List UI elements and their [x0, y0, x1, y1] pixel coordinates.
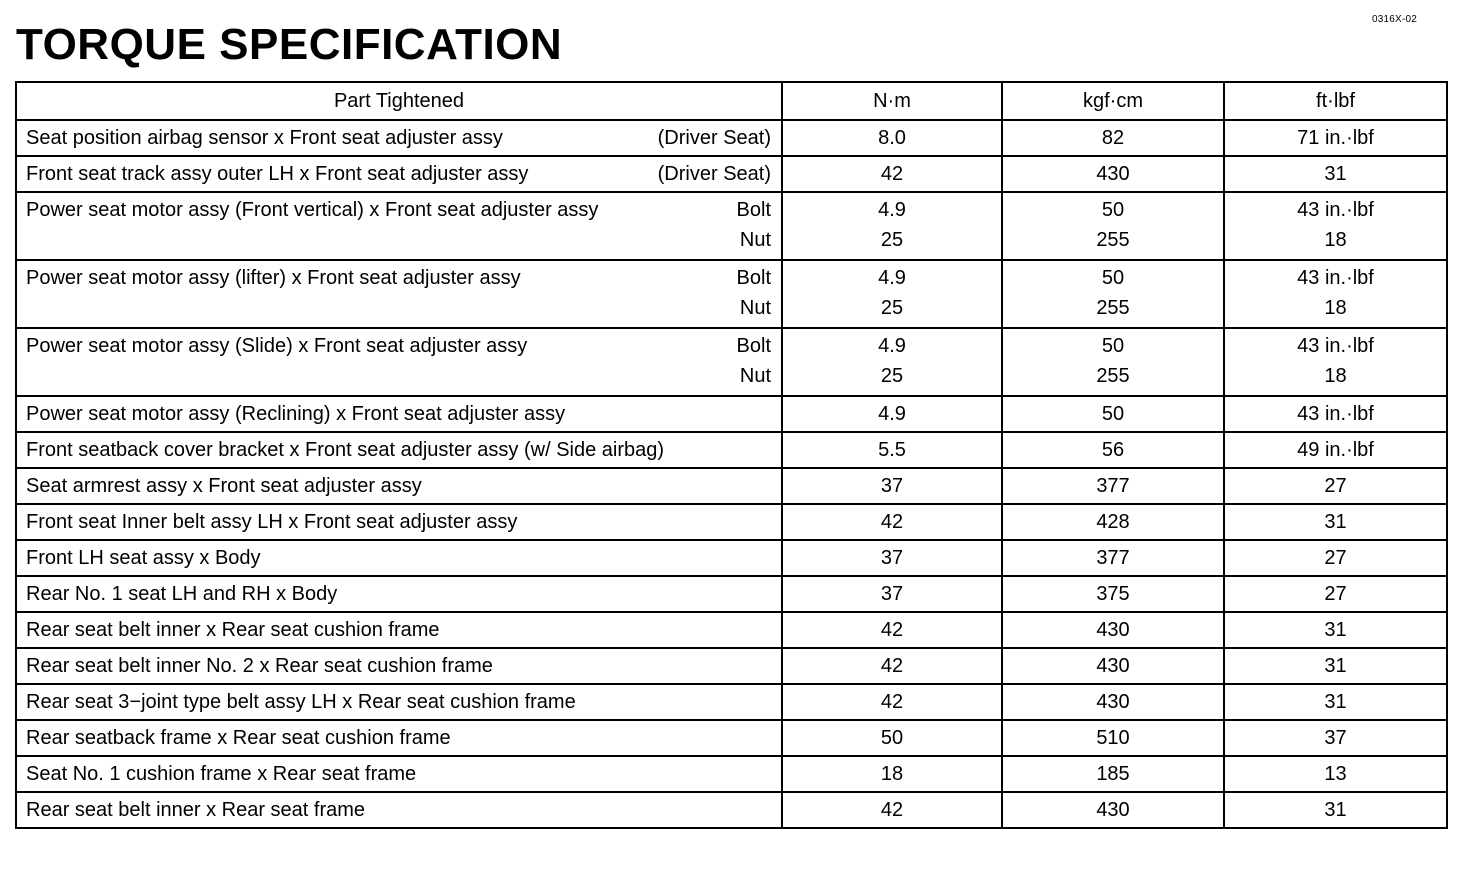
- cell-kgf-cm: [1002, 792, 1224, 828]
- table-row: [16, 468, 1447, 504]
- cell-ft-lbf: [1224, 648, 1447, 684]
- cell-ft-lbf-value: 43 in.·lbf: [1297, 403, 1374, 425]
- cell-part-tightened: [16, 648, 782, 684]
- cell-part-tightened: [16, 612, 782, 648]
- cell-ft-lbf-value: 31: [1324, 691, 1347, 713]
- cell-part-tightened: [16, 120, 782, 156]
- part-name: Seat position airbag sensor x Front seat adjuster assy: [26, 127, 503, 149]
- table-row: [16, 432, 1447, 468]
- table-row: [16, 260, 1447, 328]
- cell-ft-lbf-value: 43 in.·lbf: [1297, 199, 1374, 221]
- cell-kgf-cm-value: 185: [1096, 763, 1130, 785]
- cell-kgf-cm-value: 430: [1096, 163, 1130, 185]
- cell-ft-lbf: [1224, 468, 1447, 504]
- cell-kgf-cm-value: 510: [1096, 727, 1130, 749]
- cell-part-tightened: [16, 792, 782, 828]
- cell-kgf-cm-value: 50: [1101, 403, 1125, 425]
- cell-nm-value: 25: [880, 297, 904, 319]
- cell-part-tightened: [16, 720, 782, 756]
- cell-ft-lbf-value: 27: [1324, 475, 1347, 497]
- table-row: [16, 576, 1447, 612]
- cell-part-tightened: [16, 192, 782, 260]
- part-note: Nut: [739, 229, 771, 251]
- cell-nm: [782, 756, 1002, 792]
- cell-kgf-cm: [1002, 260, 1224, 328]
- cell-ft-lbf: [1224, 612, 1447, 648]
- part-name: Rear No. 1 seat LH and RH x Body: [26, 583, 338, 605]
- cell-nm-value: 37: [880, 547, 904, 569]
- cell-ft-lbf: [1224, 792, 1447, 828]
- part-name: Front seat track assy outer LH x Front seat adjuster assy: [26, 163, 529, 185]
- cell-kgf-cm-value: 50: [1101, 267, 1125, 289]
- cell-nm-value: 37: [880, 475, 904, 497]
- cell-kgf-cm: [1002, 468, 1224, 504]
- cell-nm: [782, 720, 1002, 756]
- cell-nm: [782, 120, 1002, 156]
- cell-nm-value: 37: [880, 583, 904, 605]
- header-kgf-cm: kgf·cm: [1002, 82, 1224, 120]
- cell-nm-value: 42: [880, 655, 904, 677]
- table-header-row: [16, 82, 1447, 120]
- table-row: [16, 684, 1447, 720]
- table-row: [16, 792, 1447, 828]
- cell-ft-lbf-value: 18: [1324, 365, 1347, 387]
- cell-kgf-cm: [1002, 576, 1224, 612]
- cell-kgf-cm: [1002, 504, 1224, 540]
- table-row: [16, 540, 1447, 576]
- cell-ft-lbf: [1224, 576, 1447, 612]
- cell-nm: [782, 468, 1002, 504]
- cell-ft-lbf-value: 31: [1324, 163, 1347, 185]
- cell-ft-lbf-value: 37: [1324, 727, 1347, 749]
- cell-kgf-cm: [1002, 156, 1224, 192]
- header-part-tightened: Part Tightened: [16, 82, 782, 120]
- cell-kgf-cm-value: 82: [1101, 127, 1125, 149]
- cell-nm-value: 42: [880, 799, 904, 821]
- cell-kgf-cm: [1002, 756, 1224, 792]
- cell-kgf-cm-value: 428: [1096, 511, 1130, 533]
- cell-part-tightened: [16, 684, 782, 720]
- cell-nm: [782, 684, 1002, 720]
- part-note: Nut: [739, 365, 771, 387]
- cell-kgf-cm-value: 56: [1101, 439, 1125, 461]
- cell-ft-lbf-value: 49 in.·lbf: [1297, 439, 1374, 461]
- cell-kgf-cm: [1002, 648, 1224, 684]
- cell-ft-lbf-value: 31: [1324, 511, 1347, 533]
- cell-nm: [782, 328, 1002, 396]
- cell-ft-lbf-value: 27: [1324, 583, 1347, 605]
- part-name: Front LH seat assy x Body: [26, 547, 261, 569]
- part-name: Power seat motor assy (lifter) x Front seat adjuster assy: [26, 267, 521, 289]
- table-row: [16, 396, 1447, 432]
- cell-ft-lbf: [1224, 328, 1447, 396]
- table-row: [16, 504, 1447, 540]
- part-name: Rear seatback frame x Rear seat cushion frame: [26, 727, 451, 749]
- cell-nm: [782, 576, 1002, 612]
- cell-kgf-cm: [1002, 612, 1224, 648]
- cell-part-tightened: [16, 156, 782, 192]
- part-name: Power seat motor assy (Reclining) x Front seat adjuster assy: [26, 403, 566, 425]
- cell-part-tightened: [16, 468, 782, 504]
- cell-ft-lbf-value: 18: [1324, 229, 1347, 251]
- cell-nm-value: 4.9: [878, 335, 906, 357]
- cell-ft-lbf: [1224, 756, 1447, 792]
- cell-kgf-cm: [1002, 396, 1224, 432]
- cell-ft-lbf-value: 31: [1324, 619, 1347, 641]
- cell-nm-value: 4.9: [878, 199, 906, 221]
- cell-nm: [782, 156, 1002, 192]
- cell-nm-value: 50: [880, 727, 904, 749]
- cell-kgf-cm: [1002, 120, 1224, 156]
- cell-kgf-cm-value: 50: [1101, 335, 1125, 357]
- part-name: Power seat motor assy (Front vertical) x Front seat adjuster assy: [26, 199, 599, 221]
- cell-ft-lbf: [1224, 260, 1447, 328]
- cell-nm: [782, 260, 1002, 328]
- cell-nm: [782, 648, 1002, 684]
- cell-nm: [782, 792, 1002, 828]
- cell-kgf-cm: [1002, 192, 1224, 260]
- cell-nm-value: 25: [880, 229, 904, 251]
- cell-kgf-cm-value: 255: [1096, 365, 1130, 387]
- part-name: Front seatback cover bracket x Front seat adjuster assy (w/ Side airbag): [26, 439, 665, 461]
- cell-kgf-cm-value: 430: [1096, 799, 1130, 821]
- cell-nm-value: 5.5: [878, 439, 906, 461]
- part-note: Bolt: [736, 335, 771, 357]
- cell-nm-value: 42: [880, 619, 904, 641]
- cell-part-tightened: [16, 328, 782, 396]
- page-title: TORQUE SPECIFICATION: [16, 20, 563, 69]
- part-note: Nut: [739, 297, 771, 319]
- cell-ft-lbf-value: 31: [1324, 655, 1347, 677]
- cell-ft-lbf-value: 18: [1324, 297, 1347, 319]
- cell-ft-lbf-value: 27: [1324, 547, 1347, 569]
- cell-nm: [782, 612, 1002, 648]
- table-body: [16, 120, 1447, 828]
- cell-nm-value: 4.9: [878, 267, 906, 289]
- cell-kgf-cm-value: 377: [1096, 547, 1130, 569]
- table-row: [16, 756, 1447, 792]
- cell-nm-value: 42: [880, 691, 904, 713]
- cell-kgf-cm: [1002, 540, 1224, 576]
- cell-ft-lbf: [1224, 120, 1447, 156]
- cell-ft-lbf: [1224, 156, 1447, 192]
- cell-nm-value: 42: [880, 511, 904, 533]
- torque-table: [15, 81, 1448, 829]
- cell-kgf-cm: [1002, 432, 1224, 468]
- cell-nm: [782, 432, 1002, 468]
- cell-kgf-cm: [1002, 720, 1224, 756]
- cell-ft-lbf: [1224, 432, 1447, 468]
- cell-nm-value: 4.9: [878, 403, 906, 425]
- document-code: 0316X-02: [1372, 14, 1417, 25]
- cell-kgf-cm-value: 255: [1096, 297, 1130, 319]
- cell-ft-lbf: [1224, 720, 1447, 756]
- cell-nm: [782, 396, 1002, 432]
- header-ft-lbf: ft·lbf: [1224, 82, 1447, 120]
- table-row: [16, 328, 1447, 396]
- cell-nm: [782, 504, 1002, 540]
- cell-ft-lbf-value: 13: [1324, 763, 1347, 785]
- part-name: Seat No. 1 cushion frame x Rear seat frame: [26, 763, 417, 785]
- part-note: (Driver Seat): [657, 127, 771, 149]
- cell-kgf-cm-value: 377: [1096, 475, 1130, 497]
- header-nm: N·m: [782, 82, 1002, 120]
- part-note: Bolt: [736, 267, 771, 289]
- part-name: Power seat motor assy (Slide) x Front seat adjuster assy: [26, 335, 528, 357]
- cell-ft-lbf: [1224, 684, 1447, 720]
- cell-kgf-cm: [1002, 684, 1224, 720]
- cell-ft-lbf: [1224, 504, 1447, 540]
- cell-kgf-cm-value: 375: [1096, 583, 1130, 605]
- table-row: [16, 192, 1447, 260]
- cell-nm: [782, 540, 1002, 576]
- cell-nm-value: 8.0: [878, 127, 906, 149]
- cell-ft-lbf: [1224, 540, 1447, 576]
- cell-kgf-cm-value: 430: [1096, 619, 1130, 641]
- cell-ft-lbf-value: 31: [1324, 799, 1347, 821]
- cell-kgf-cm-value: 430: [1096, 655, 1130, 677]
- part-name: Seat armrest assy x Front seat adjuster assy: [26, 475, 422, 497]
- cell-kgf-cm-value: 430: [1096, 691, 1130, 713]
- cell-ft-lbf-value: 71 in.·lbf: [1297, 127, 1374, 149]
- cell-part-tightened: [16, 396, 782, 432]
- cell-kgf-cm-value: 255: [1096, 229, 1130, 251]
- part-name: Rear seat 3−joint type belt assy LH x Rear seat cushion frame: [26, 691, 576, 713]
- part-name: Rear seat belt inner x Rear seat frame: [26, 799, 366, 821]
- part-note: (Driver Seat): [657, 163, 771, 185]
- table-row: [16, 720, 1447, 756]
- table-row: [16, 612, 1447, 648]
- cell-nm-value: 18: [880, 763, 904, 785]
- cell-ft-lbf-value: 43 in.·lbf: [1297, 335, 1374, 357]
- cell-part-tightened: [16, 432, 782, 468]
- cell-nm-value: 42: [880, 163, 904, 185]
- cell-ft-lbf: [1224, 192, 1447, 260]
- cell-nm: [782, 192, 1002, 260]
- cell-nm-value: 25: [880, 365, 904, 387]
- cell-part-tightened: [16, 260, 782, 328]
- part-name: Front seat Inner belt assy LH x Front seat adjuster assy: [26, 511, 518, 533]
- table-row: [16, 648, 1447, 684]
- cell-part-tightened: [16, 756, 782, 792]
- cell-kgf-cm-value: 50: [1101, 199, 1125, 221]
- cell-ft-lbf: [1224, 396, 1447, 432]
- part-note: Bolt: [736, 199, 771, 221]
- cell-part-tightened: [16, 504, 782, 540]
- cell-part-tightened: [16, 540, 782, 576]
- cell-ft-lbf-value: 43 in.·lbf: [1297, 267, 1374, 289]
- part-name: Rear seat belt inner No. 2 x Rear seat cushion frame: [26, 655, 493, 677]
- table-row: [16, 156, 1447, 192]
- cell-kgf-cm: [1002, 328, 1224, 396]
- part-name: Rear seat belt inner x Rear seat cushion frame: [26, 619, 440, 641]
- table-row: [16, 120, 1447, 156]
- cell-part-tightened: [16, 576, 782, 612]
